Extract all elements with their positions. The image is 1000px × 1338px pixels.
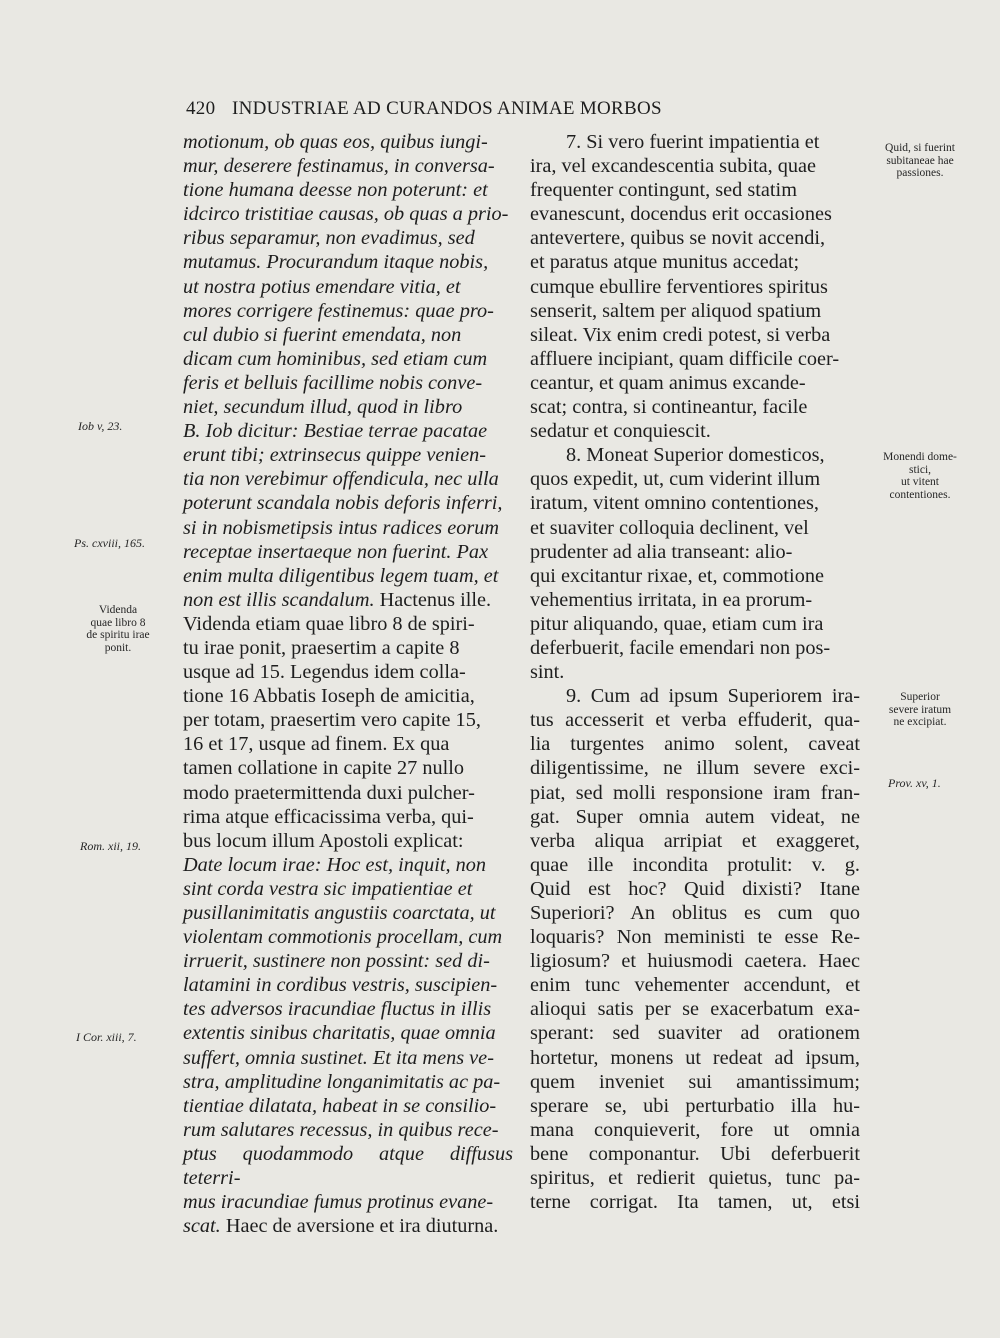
margin-note-quid: Quid, si fuerint subitaneae hae passiones. — [885, 142, 955, 179]
margin-ref-cor: I Cor. xiii, 7. — [76, 1030, 137, 1044]
italic-quotation-2: Date locum irae: Hoc est, inquit, non sint corda vestra sic impatientiae et pusillanimitatis angustiis coarctata, ut violentam commotionis procellam, cum irruerit, sustinere non possint: sed di- latamini in cordibus vestris, suscipien- tes adversos iracundiae fluctus in illis extentis sinibus charitatis, quae omnia suffert, omnia sustinet. Et ita mens ve- stra, amplitudine longanimitatis ac pa- tientiae dilatata, habeat in se consilio- rum salutares recessus, in quibus rece- ptus quodammodo atque diffusus teterri- mus iracundiae fumus protinus evane- scat. — [183, 853, 513, 1238]
roman-text-2: Haec de aversione et ira diuturna. — [220, 1215, 499, 1238]
left-column-text — [183, 130, 513, 1238]
paragraph-7: 7. Si vero fuerint impatientia et ira, vel excandescentia subita, quae frequenter contingunt, sed statim evanescunt, docendus erit occasiones antevertere, quibus se novit accendi, et paratus atque munitus accedat; cumque ebullire ferventiores spiritus senserit, saltem per aliquod spatium sileat. Vix enim credi potest, si verba affluere incipiant, quam difficile coer- ceantur, et quam animus excande- scat; contra, si contineantur, facile sedatur et conquiescit. — [530, 131, 840, 443]
left-column — [183, 130, 513, 1238]
page-number: 420 — [186, 98, 216, 119]
margin-ref-iob: Iob v, 23. — [78, 419, 123, 433]
margin-note-videnda: Videnda quae libro 8 de spiritu irae ponit. — [86, 604, 150, 654]
running-title: INDUSTRIAE AD CURANDOS ANIMAE MORBOS — [232, 98, 662, 119]
right-column — [530, 130, 860, 1214]
roman-text-1: Hactenus ille. Videnda etiam quae libro 8 de spiri- tu irae ponit, praesertim a capite 8 usque ad 15. Legendus idem colla- tione 16 Abbatis Ioseph de amicitia, per totam, praesertim vero capite 15, 16 et 17, usque ad finem. Ex qua tamen collatione in capite 27 nullo modo praetermittenda duxi pulcher- rima atque efficacissima verba, qui- bus locum illum Apostoli explicat: — [183, 588, 492, 852]
italic-quotation-1: motionum, ob quas eos, quibus iungi- mur, deserere festinamus, in conversa- tione humana deesse non poterunt: et idcirco tristitiae causas, ob quas a prio- ribus separamur, non evadimus, sed mutamus. Procurandum itaque nobis, ut nostra potius emendare vitia, et mores corrigere festinemus: quae pro- cul dubio si fuerint emendata, non dicam cum hominibus, sed etiam cum feris et belluis facillime nobis conve- niet, secundum illud, quod in libro B. Iob dicitur: Bestiae terrae pacatae erunt tibi; extrinsecus quippe venien- tia non verebimur offendicula, nec ulla poterunt scandala nobis deforis inferri, si in nobismetipsis intus radices eorum receptae insertaeque non fuerint. Pax enim multa diligentibus legem tuam, et non est illis scandalum. — [183, 131, 509, 611]
margin-note-superior: Superior severe iratum ne excipiat. — [888, 691, 952, 728]
paragraph-8: 8. Moneat Superior domesticos, quos expedit, ut, cum viderint illum iratum, vitent omnino contentiones, et suaviter colloquia declinent, vel prudenter ad alia transeant: alio- qui excitantur rixae, et, commotione vehementius irritata, in ea prorum- pitur aliquando, quae, etiam cum ira deferbuerit, facile emendari non pos- sint. — [530, 444, 831, 684]
paragraph-9: 9. Cum ad ipsum Superiorem ira- tus accesserit et verba effuderit, qua- lia turgentes animo solent, caveat diligentissime, ne illum severe exci- piat, sed molli responsione iram fran- gat. Super omnia autem videat, ne verba aliqua arripiat et exaggeret, quae ille incondita protulit: v. g. Quid est hoc? Quid dixisti? Itane Superiori? An oblitus es cum quo loquaris? Non meministi te esse Re- ligiosum? et huiusmodi caetera. Haec enim tunc vehementer accendunt, et alioqui satis per se exacerbatum exa- sperant: sed suaviter ad orationem hortetur, monens ut redeat ad ipsum, quem inveniet sui amantissimum; sperare se, ubi perturbatio illa hu- mana conquieverit, fore ut omnia bene componantur. Ubi deferbuerit spiritus, et redierit quietus, tunc pa- terne corrigat. Ita tamen, ut, etsi — [530, 685, 860, 1214]
margin-ref-ps: Ps. cxviii, 165. — [74, 536, 145, 550]
margin-ref-prov: Prov. xv, 1. — [888, 776, 941, 790]
margin-note-monendi: Monendi dome- stici, ut vitent contentiones. — [883, 451, 957, 501]
margin-ref-rom: Rom. xii, 19. — [80, 839, 141, 853]
